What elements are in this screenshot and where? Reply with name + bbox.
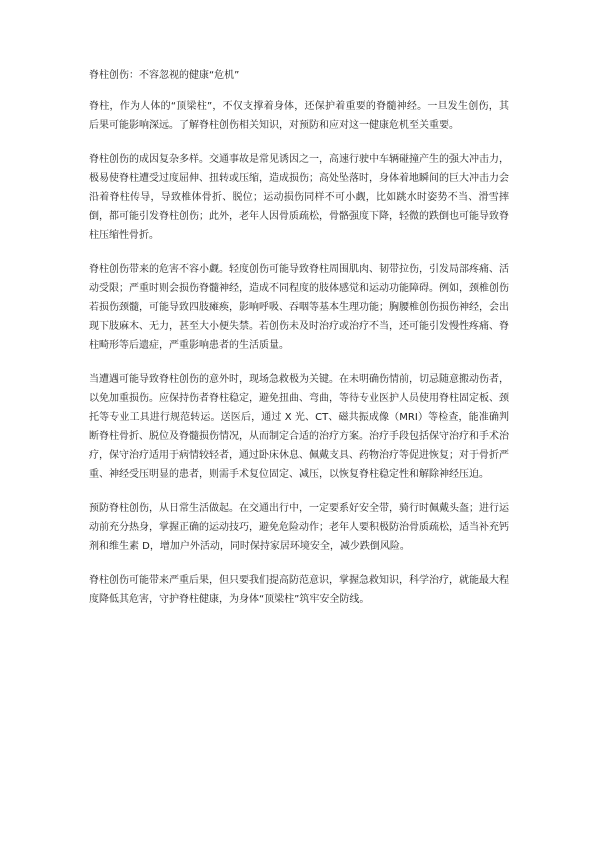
paragraph-prevention: 预防脊柱创伤，从日常生活做起。在交通出行中，一定要系好安全带，骑行时佩戴头盔；进行运动前充分热身，掌握正确的运动技巧，避免危险动作；老年人要积极防治骨质疏松，适当补充钙剂和维生素 D，增加户外活动，同时保持家居环境安全，减少跌倒风险。 <box>89 503 509 552</box>
document-page <box>89 70 509 624</box>
paragraph-causes: 脊柱创伤的成因复杂多样。交通事故是常见诱因之一，高速行驶中车辆碰撞产生的强大冲击力，极易使脊柱遭受过度屈伸、扭转或压缩，造成损伤；高处坠落时，身体着地瞬间的巨大冲击力会沿着脊柱传导，导致椎体骨折、脱位；运动损伤同样不可小觑，比如跳水时姿势不当、滑雪摔倒，都可能引发脊柱创伤；此外，老年人因骨质疏松，骨骼强度下降，轻微的跌倒也可能导致脊柱压缩性骨折。 <box>89 154 509 241</box>
paragraph-first-aid-treatment: 当遭遇可能导致脊柱创伤的意外时，现场急救极为关键。在未明确伤情前，切忌随意搬动伤者，以免加重损伤。应保持伤者脊柱稳定，避免扭曲、弯曲，等待专业医护人员使用脊柱固定板、颈托等专业工具进行规范转运。送医后，通过 X 光、CT、磁共振成像（MRI）等检查，能准确判断脊柱骨折、脱位及脊髓损伤情况，从而制定合适的治疗方案。治疗手段包括保守治疗和手术治疗，保守治疗适用于病情较轻者，通过卧床休息、佩戴支具、药物治疗等促进恢复；对于骨折严重、神经受压明显的患者，则需手术复位固定、减压，以恢复脊柱稳定性和解除神经压迫。 <box>89 374 509 480</box>
paragraph-conclusion: 脊柱创伤可能带来严重后果，但只要我们提高防范意识，掌握急救知识，科学治疗，就能最大程度降低其危害，守护脊柱健康，为身体“顶梁柱”筑牢安全防线。 <box>89 575 509 605</box>
paragraph-harms: 脊柱创伤带来的危害不容小觑。轻度创伤可能导致脊柱周围肌肉、韧带拉伤，引发局部疼痛、活动受限；严重时则会损伤脊髓神经，造成不同程度的肢体感觉和运动功能障碍。例如，颈椎创伤若损伤颈髓，可能导致四肢瘫痪，影响呼吸、吞咽等基本生理功能；胸腰椎创伤损伤神经，会出现下肢麻木、无力，甚至大小便失禁。若创伤未及时治疗或治疗不当，还可能引发慢性疼痛、脊柱畸形等后遗症，严重影响患者的生活质量。 <box>89 264 509 351</box>
document-title: 脊柱创伤：不容忽视的健康“危机” <box>89 70 240 81</box>
paragraph-intro: 脊柱，作为人体的“顶梁柱”，不仅支撑着身体，还保护着重要的脊髓神经。一旦发生创伤，其后果可能影响深远。了解脊柱创伤相关知识，对预防和应对这一健康危机至关重要。 <box>89 101 509 131</box>
